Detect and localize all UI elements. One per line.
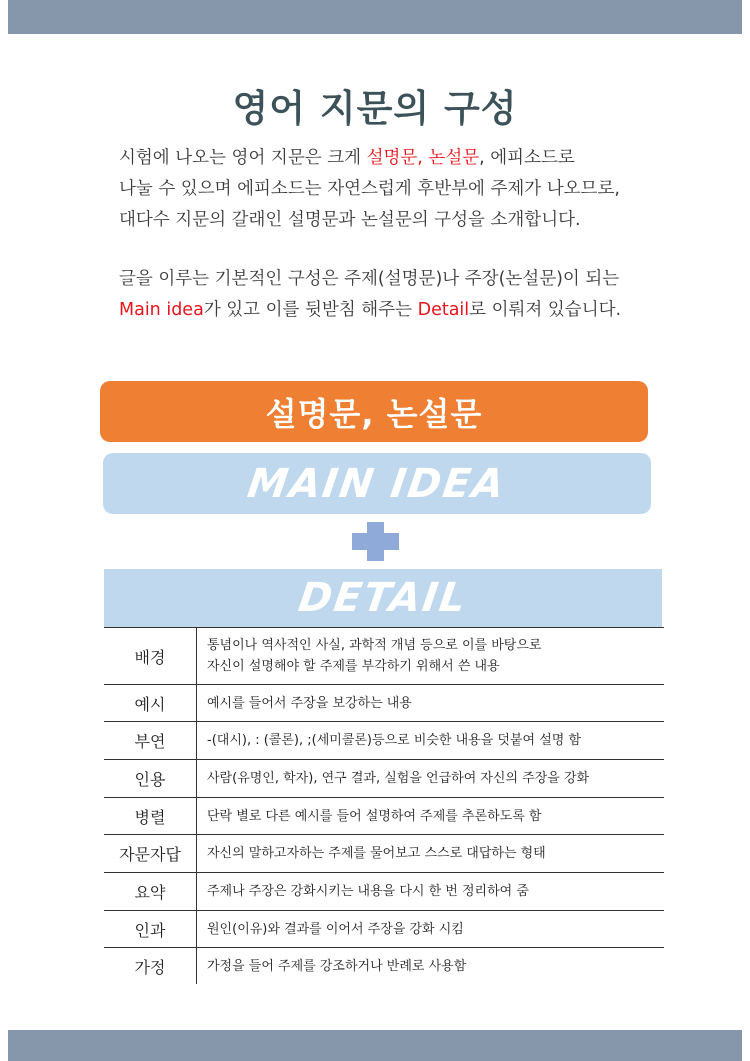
- intro-text: 대다수 지문의 갈래인 설명문과 논설문의 구성을 소개합니다.: [119, 210, 581, 230]
- table-row: [104, 685, 664, 722]
- row-term: 병렬: [104, 798, 197, 834]
- highlight-text: Detail: [417, 300, 470, 320]
- intro-text: , 에피소드로: [479, 148, 575, 168]
- intro-line: [119, 143, 679, 174]
- top-band: [8, 0, 742, 34]
- intro-text: 글을 이루는 기본적인 구성은 주제(설명문)나 주장(논설문)이 되는: [119, 269, 620, 289]
- table-row: [104, 798, 664, 835]
- row-description: [197, 798, 664, 834]
- row-description: [197, 685, 664, 721]
- table-row: [104, 911, 664, 948]
- description-line: -(대시), : (콜론), ;(세미콜론)등으로 비슷한 내용을 덧붙여 설명 함: [207, 733, 582, 748]
- intro-paragraph-1: [119, 143, 679, 236]
- table-row: [104, 835, 664, 873]
- description-line: 자신이 설명해야 할 주제를 부각하기 위해서 쓴 내용: [207, 659, 500, 674]
- row-description: [197, 911, 664, 947]
- table-row: [104, 628, 664, 685]
- intro-paragraph-2: [119, 264, 679, 326]
- row-term: 예시: [104, 685, 197, 721]
- description-line: 원인(이유)와 결과를 이어서 주장을 강화 시킴: [207, 921, 464, 937]
- detail-table: [104, 627, 664, 984]
- table-row: [104, 760, 664, 798]
- main-idea-label: MAIN IDEA: [245, 460, 509, 507]
- description-line: 사람(유명인, 학자), 연구 결과, 실험을 언급하여 자신의 주장을 강화: [207, 771, 590, 786]
- row-term: 배경: [104, 628, 197, 684]
- main-idea-bar: [103, 453, 651, 514]
- row-description: [197, 873, 664, 910]
- row-description: [197, 722, 664, 759]
- description-line: 자신의 말하고자하는 주제를 물어보고 스스로 대답하는 형태: [207, 846, 546, 861]
- description-line: 예시를 들어서 주장을 보강하는 내용: [207, 695, 412, 711]
- row-description: [197, 948, 664, 984]
- bottom-band: [8, 1030, 742, 1061]
- detail-bar: [104, 569, 662, 627]
- description-line: 통념이나 역사적인 사실, 과학적 개념 등으로 이를 바탕으로: [207, 638, 542, 653]
- header-bar-label: 설명문, 논설문: [265, 394, 483, 433]
- intro-line: [119, 174, 679, 205]
- intro-line: [119, 205, 679, 236]
- row-term: 요약: [104, 873, 197, 910]
- header-bar: [100, 381, 648, 442]
- intro-line: [119, 264, 679, 295]
- row-description: [197, 760, 664, 797]
- detail-label: DETAIL: [295, 575, 471, 621]
- intro-text: 로 이뤄져 있습니다.: [469, 300, 622, 320]
- highlight-text: Main idea: [119, 300, 204, 320]
- row-term: 가정: [104, 948, 197, 984]
- table-row: [104, 722, 664, 760]
- table-row: [104, 948, 664, 984]
- description-line: 가정을 들어 주제를 강조하거나 반례로 사용함: [207, 958, 467, 974]
- row-description: [197, 835, 664, 872]
- intro-text: 나눌 수 있으며 에피소드는 자연스럽게 후반부에 주제가 나오므로,: [119, 179, 620, 199]
- description-line: 단락 별로 다른 예시를 들어 설명하여 주제를 추론하도록 함: [207, 808, 542, 824]
- intro-text: 시험에 나오는 영어 지문은 크게: [119, 148, 367, 168]
- row-term: 인과: [104, 911, 197, 947]
- highlight-text: 설명문, 논설문: [366, 148, 480, 168]
- row-term: 부연: [104, 722, 197, 759]
- page-title: 영어 지문의 구성: [232, 87, 518, 130]
- intro-text: 가 있고 이를 뒷받침 해주는: [203, 300, 418, 320]
- row-term: 자문자답: [104, 835, 197, 872]
- row-term: 인용: [104, 760, 197, 797]
- table-row: [104, 873, 664, 911]
- plus-icon: [352, 522, 399, 561]
- intro-line: [119, 295, 679, 326]
- description-line: 주제나 주장은 강화시키는 내용을 다시 한 번 정리하여 줌: [207, 884, 529, 899]
- row-description: [197, 628, 664, 684]
